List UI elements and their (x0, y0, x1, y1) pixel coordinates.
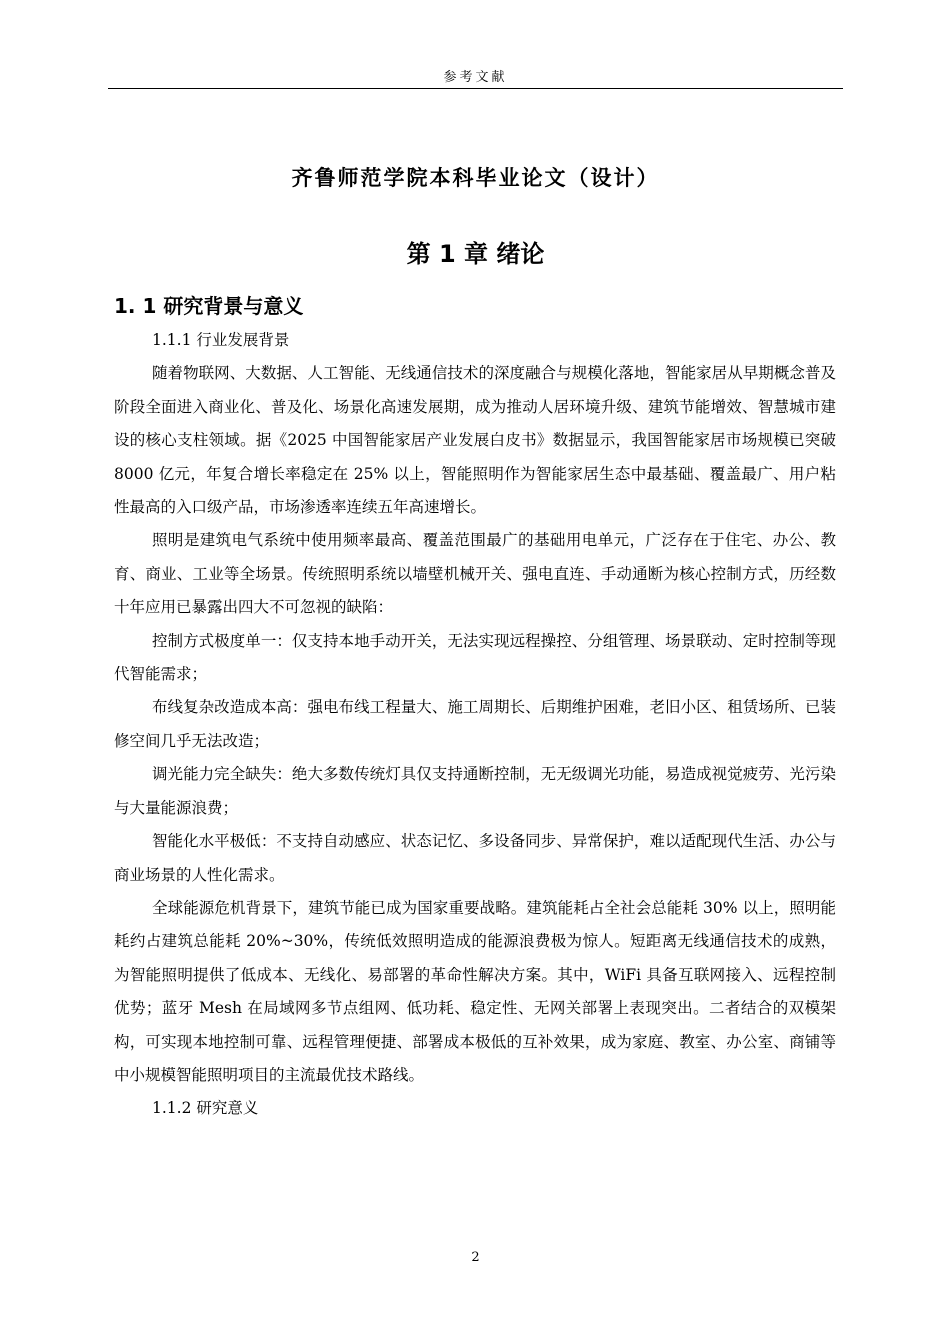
paragraph-industry-background: 随着物联网、大数据、人工智能、无线通信技术的深度融合与规模化落地，智能家居从早期概念普及阶段全面进入商业化、普及化、场景化高速发展期，成为推动人居环境升级、建筑节能增效、智慧城市建设的核心支柱领域。据《2025 中国智能家居产业发展白皮书》数据显示，我国智能家居市场规模已突破 8000 亿元，年复合增长率稳定在 25% 以上，智能照明作为智能家居生态中最基础、覆盖最广、用户粘性最高的入口级产品，市场渗透率连续五年高速增长。 (114, 364, 836, 517)
section-heading: 1. 1 研究背景与意义 (114, 294, 304, 318)
body-content (114, 324, 836, 1126)
paragraph-defect-dimming: 调光能力完全缺失：绝大多数传统灯具仅支持通断控制，无无级调光功能，易造成视觉疲劳、光污染与大量能源浪费； (114, 765, 836, 817)
paragraph-defect-intelligence: 智能化水平极低：不支持自动感应、状态记忆、多设备同步、异常保护，难以适配现代生活、办公与商业场景的人性化需求。 (114, 832, 836, 884)
subsection-heading-1-1-1: 1.1.1 行业发展背景 (152, 331, 290, 349)
running-header: 参考文献 (443, 70, 508, 85)
thesis-title: 齐鲁师范学院本科毕业论文（设计） (291, 165, 660, 190)
subsection-heading-1-1-2: 1.1.2 研究意义 (152, 1099, 259, 1118)
header-rule (108, 88, 843, 89)
paragraph-defect-wiring: 布线复杂改造成本高：强电布线工程量大、施工周期长、后期维护困难，老旧小区、租赁场所、已装修空间几乎无法改造； (114, 698, 836, 750)
paragraph-defect-control: 控制方式极度单一：仅支持本地手动开关，无法实现远程操控、分组管理、场景联动、定时控制等现代智能需求； (114, 631, 836, 684)
paragraph-traditional-lighting: 照明是建筑电气系统中使用频率最高、覆盖范围最广的基础用电单元，广泛存在于住宅、办公、教育、商业、工业等全场景。传统照明系统以墙壁机械开关、强电直连、手动通断为核心控制方式，历经数十年应用已暴露出四大不可忽视的缺陷： (114, 531, 836, 617)
paragraph-energy-background: 全球能源危机背景下，建筑节能已成为国家重要战略。建筑能耗占全社会总能耗 30% 以上，照明能耗约占建筑总能耗 20%~30%，传统低效照明造成的能源浪费极为惊人。短距离无线通信技术的成熟，为智能照明提供了低成本、无线化、易部署的革命性解决方案。其中，WiFi 具备互联网接入、远程控制优势；蓝牙 Mesh 在局域网多节点组网、低功耗、稳定性、无网关部署上表现突出。二者结合的双模架构，可实现本地控制可靠、远程管理便捷、部署成本极低的互补效果，成为家庭、教室、办公室、商铺等中小规模智能照明项目的主流最优技术路线。 (114, 898, 836, 1084)
page-number: 2 (471, 1250, 480, 1265)
chapter-title: 第 1 章 绪论 (406, 240, 545, 268)
